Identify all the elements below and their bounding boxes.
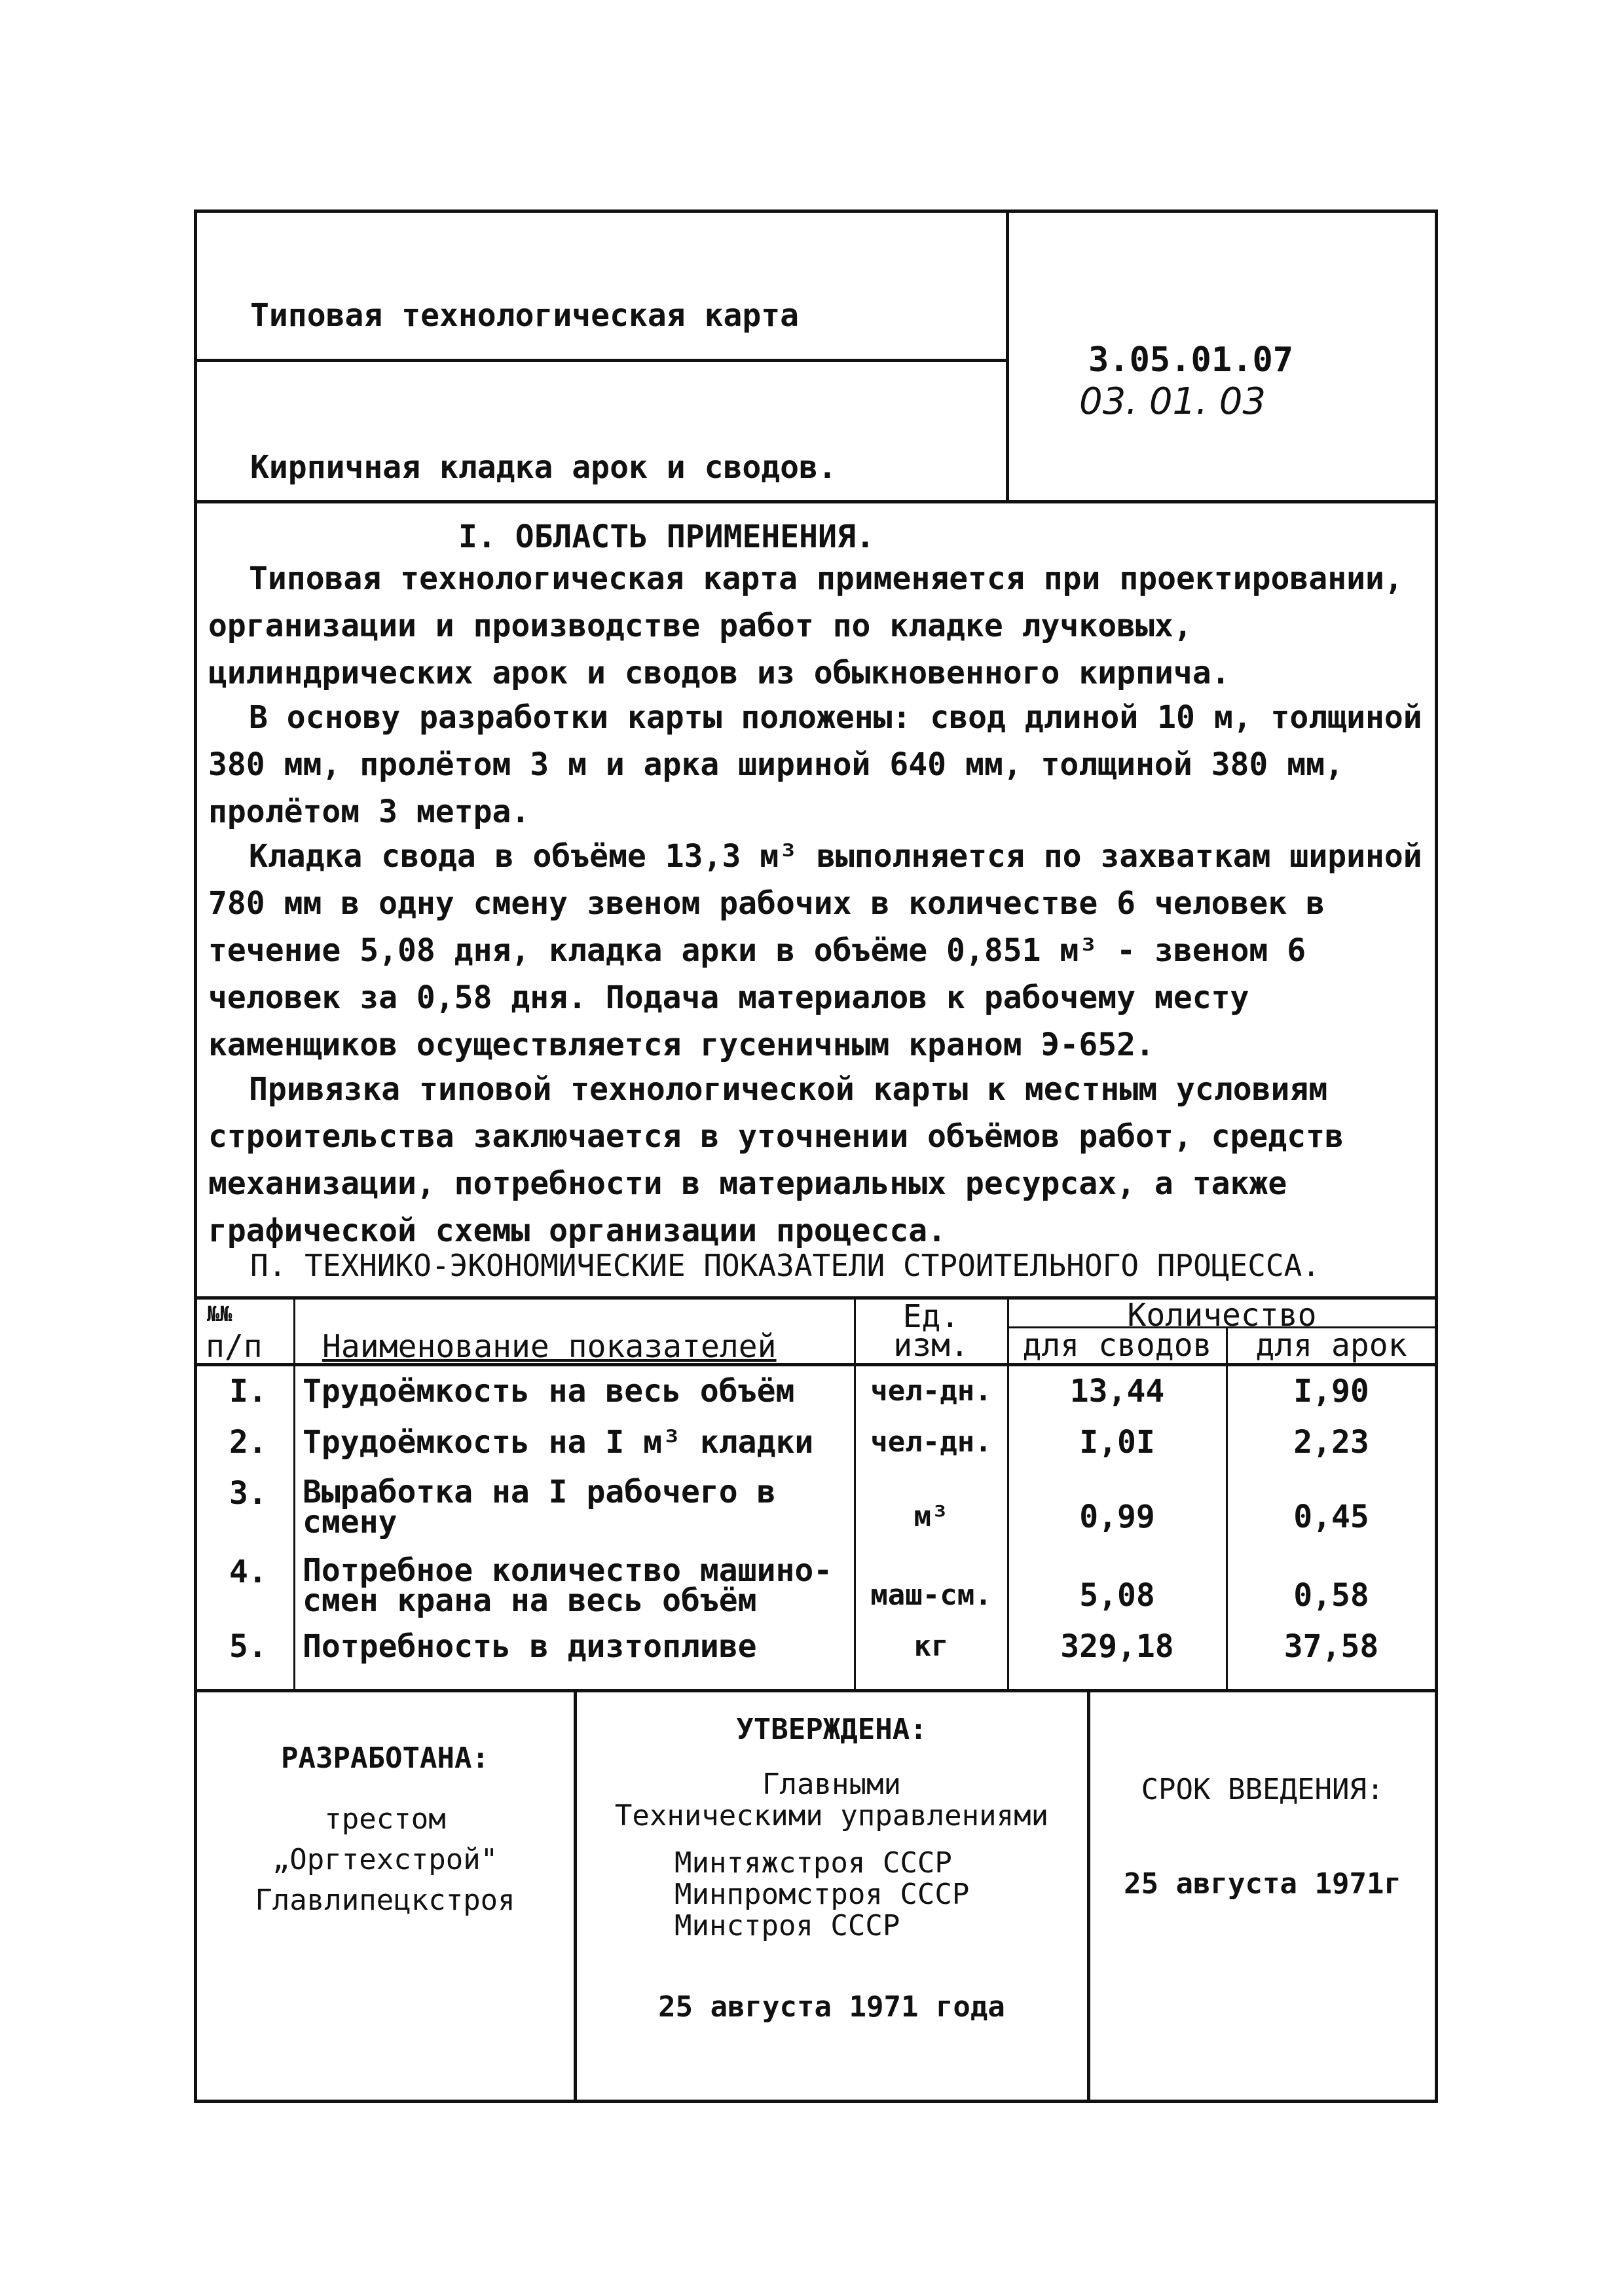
table-header-arches: для арок [1255, 1327, 1407, 1364]
approved-by: Главными Техническими управлениями [614, 1768, 1049, 1832]
table-row-name: Потребность в дизтопливе [303, 1628, 757, 1665]
table-row-num: I. [229, 1373, 267, 1410]
table-row-name: Потребное количество машино- смен крана на весь объём [303, 1552, 833, 1619]
table-row-unit: чел-дн. [870, 1425, 992, 1459]
table-row-num: 4. [229, 1554, 267, 1590]
table-row-unit: маш-см. [870, 1578, 992, 1612]
approved-ministries: Минтяжстроя СССР Минпромстроя СССР Минстроя СССР [674, 1846, 970, 1942]
table-header-num: п/п [206, 1328, 263, 1365]
section1-paragraph: В основу разработки карты положены: свод длиной 10 м, толщиной 380 мм, пролётом 3 м и арка шириной 640 мм, толщиной 380 мм, пролётом 3 метра. [208, 699, 1422, 830]
table-row-num: 3. [229, 1475, 267, 1512]
table-row-vaults: 0,99 [1079, 1499, 1155, 1535]
approved-date: 25 августа 1971 года [658, 1990, 1005, 2024]
doc-code-handwritten: 03. 01. 03 [1079, 380, 1266, 423]
doc-code: 3.05.01.07 [1088, 340, 1294, 380]
table-row-num: 2. [229, 1424, 267, 1461]
table-row-unit: кг [913, 1630, 949, 1663]
table-row-name: Трудоёмкость на I м³ кладки [303, 1424, 814, 1461]
footer-top-line [196, 1689, 1435, 1692]
table-row-arches: 37,58 [1283, 1628, 1379, 1665]
table-row-arches: 0,58 [1293, 1577, 1369, 1614]
footer-divider [574, 1690, 577, 2100]
section1-heading: I. ОБЛАСТЬ ПРИМЕНЕНИЯ. [458, 519, 875, 555]
table-row-name: Трудоёмкость на весь объём [303, 1373, 795, 1410]
table-header-unit: изм. [893, 1327, 969, 1364]
table-header-vaults: для сводов [1022, 1327, 1212, 1364]
section1-paragraph: Кладка свода в объёме 13,3 м³ выполняется по захваткам шириной 780 мм в одну смену звеном рабочих в количестве 6 человек в течение 5,08 дня, кладка арки в объёме 0,851 м³ - звеном 6 человек за 0,58 дня. Подача материалов к рабочему месту каменщиков осуществляется гусеничным краном Э-652. [208, 838, 1422, 1063]
developed-by: трестом „Оргтехстрой" Главлипецкстроя [255, 1802, 515, 1917]
table-row-vaults: I,0I [1079, 1424, 1155, 1461]
section1-paragraph: Типовая технологическая карта применяется при проектировании, организации и производстве работ по кладке лучковых, цилиндрических арок и сводов из обыкновенного кирпича. [208, 560, 1403, 691]
table-row-unit: м³ [913, 1500, 949, 1533]
table-row-vaults: 329,18 [1060, 1628, 1174, 1665]
doc-type: Типовая технологическая карта [250, 297, 800, 334]
effective-label: СРОК ВВЕДЕНИЯ: [1141, 1773, 1384, 1806]
table-row-name: Выработка на I рабочего в смену [303, 1474, 776, 1540]
table-row-vaults: 13,44 [1069, 1373, 1165, 1410]
header-divider-vertical [1006, 210, 1009, 503]
developed-label: РАЗРАБОТАНА: [281, 1741, 489, 1775]
header-bottom-line [196, 500, 1435, 503]
table-row-vaults: 5,08 [1079, 1577, 1155, 1614]
section1-paragraph: Привязка типовой технологической карты к местным условиям строительства заключается в уточнении объёмов работ, средств механизации, потребности в материальных ресурсах, а также графической схемы организации процесса. [208, 1071, 1344, 1249]
section2-heading: П. ТЕХНИКО-ЭКОНОМИЧЕСКИЕ ПОКАЗАТЕЛИ СТРОИТЕЛЬНОГО ПРОЦЕССА. [250, 1248, 1320, 1283]
approved-label: УТВЕРЖДЕНА: [736, 1713, 927, 1746]
table-header-unit: Ед. [902, 1298, 960, 1335]
table-row-arches: 2,23 [1293, 1424, 1369, 1461]
table-header-num: №№ [207, 1302, 232, 1326]
table-col-line [293, 1298, 295, 1689]
table-row-arches: 0,45 [1293, 1499, 1369, 1535]
table-row-num: 5. [229, 1628, 267, 1665]
effective-date: 25 августа 1971г [1124, 1867, 1401, 1901]
table-row-unit: чел-дн. [870, 1374, 992, 1408]
table-header-quantity: Количество [1127, 1297, 1317, 1334]
header-divider-left [196, 359, 1006, 362]
table-row-arches: I,90 [1293, 1373, 1369, 1410]
doc-title: Кирпичная кладка арок и сводов. [250, 449, 837, 486]
table-header-name: Наименование показателей [322, 1328, 777, 1365]
